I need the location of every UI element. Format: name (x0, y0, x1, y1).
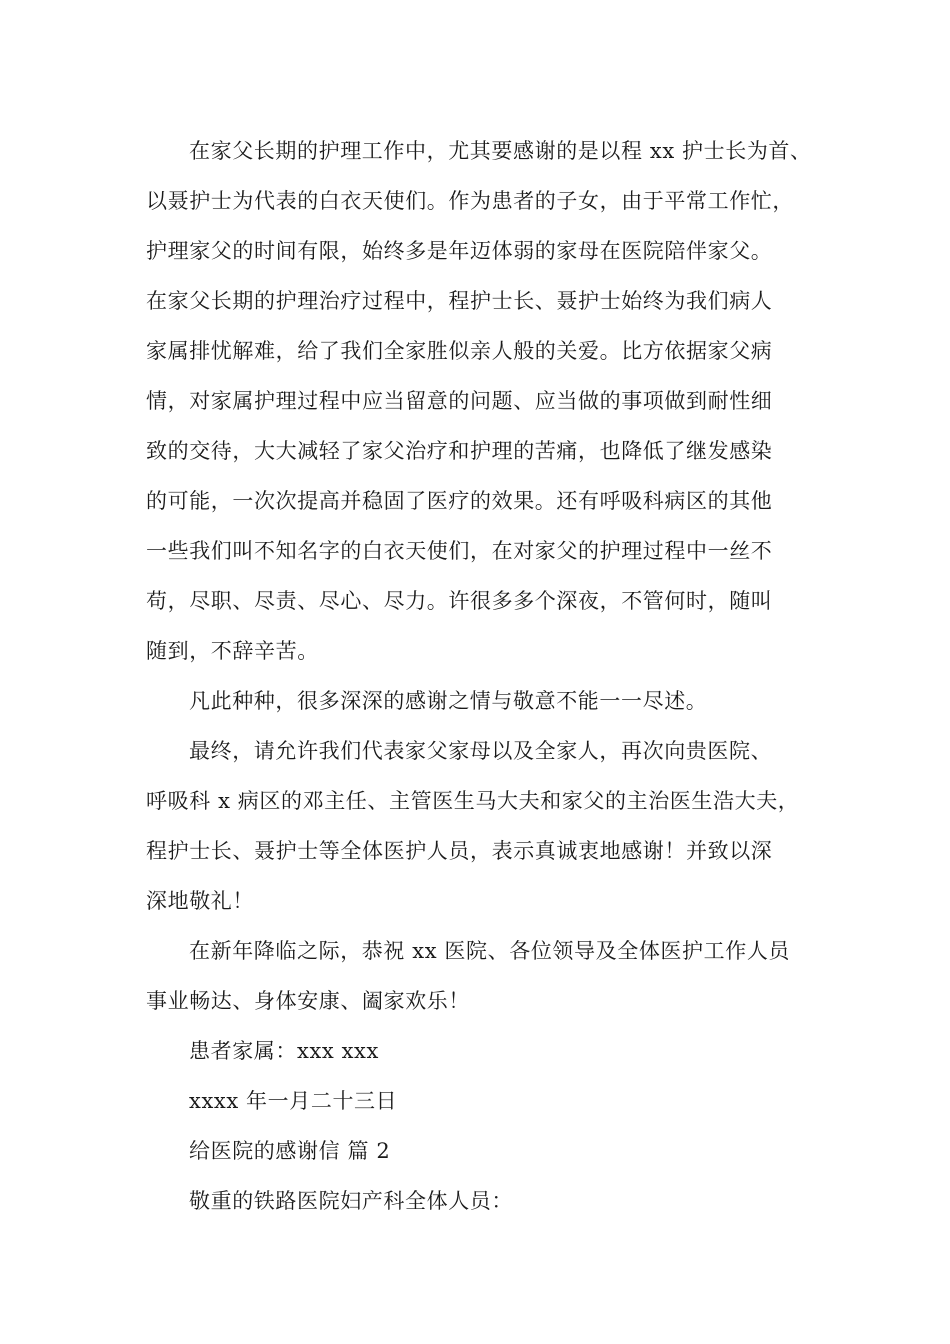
date-line: xxxx 年一月二十三日 (189, 1089, 398, 1113)
paragraph-line: 致的交待，大大减轻了家父治疗和护理的苦痛，也降低了继发感染 (146, 439, 773, 463)
section-title: 给医院的感谢信 篇 2 (189, 1139, 391, 1163)
paragraph-line: 护理家父的时间有限，始终多是年迈体弱的家母在医院陪伴家父。 (146, 239, 773, 263)
signature-line: 患者家属：xxx xxx (189, 1039, 379, 1063)
paragraph-line: 情，对家属护理过程中应当留意的问题、应当做的事项做到耐性细 (146, 389, 773, 413)
paragraph-line: 一些我们叫不知名字的白衣天使们，在对家父的护理过程中一丝不 (146, 539, 773, 563)
letter-body (146, 126, 810, 1226)
paragraph-line: 事业畅达、身体安康、阖家欢乐！ (146, 989, 470, 1013)
paragraph-line: 的可能，一次次提高并稳固了医疗的效果。还有呼吸科病区的其他 (146, 489, 773, 513)
paragraph-line: 程护士长、聂护士等全体医护人员，表示真诚衷地感谢！并致以深 (146, 839, 773, 863)
paragraph-line: 最终，请允许我们代表家父家母以及全家人，再次向贵医院、 (189, 739, 773, 763)
salutation-line: 敬重的铁路医院妇产科全体人员： (189, 1189, 513, 1213)
paragraph-line: 随到，不辞辛苦。 (146, 639, 319, 663)
paragraph-line: 呼吸科 x 病区的邓主任、主管医生马大夫和家父的主治医生浩大夫， (146, 789, 800, 813)
paragraph-line: 家属排忧解难，给了我们全家胜似亲人般的关爱。比方依据家父病 (146, 339, 773, 363)
paragraph-line: 深地敬礼！ (146, 889, 254, 913)
paragraph-line: 以聂护士为代表的白衣天使们。作为患者的子女，由于平常工作忙， (146, 189, 794, 213)
paragraph-line: 苟，尽职、尽责、尽心、尽力。许很多多个深夜，不管何时，随叫 (146, 589, 773, 613)
paragraph-line: 在新年降临之际，恭祝 xx 医院、各位领导及全体医护工作人员 (189, 939, 791, 963)
paragraph-line: 在家父长期的护理治疗过程中，程护士长、聂护士始终为我们病人 (146, 289, 773, 313)
paragraph-line: 凡此种种，很多深深的感谢之情与敬意不能一一尽述。 (189, 689, 708, 713)
paragraph-line: 在家父长期的护理工作中，尤其要感谢的是以程 xx 护士长为首、 (189, 139, 812, 163)
